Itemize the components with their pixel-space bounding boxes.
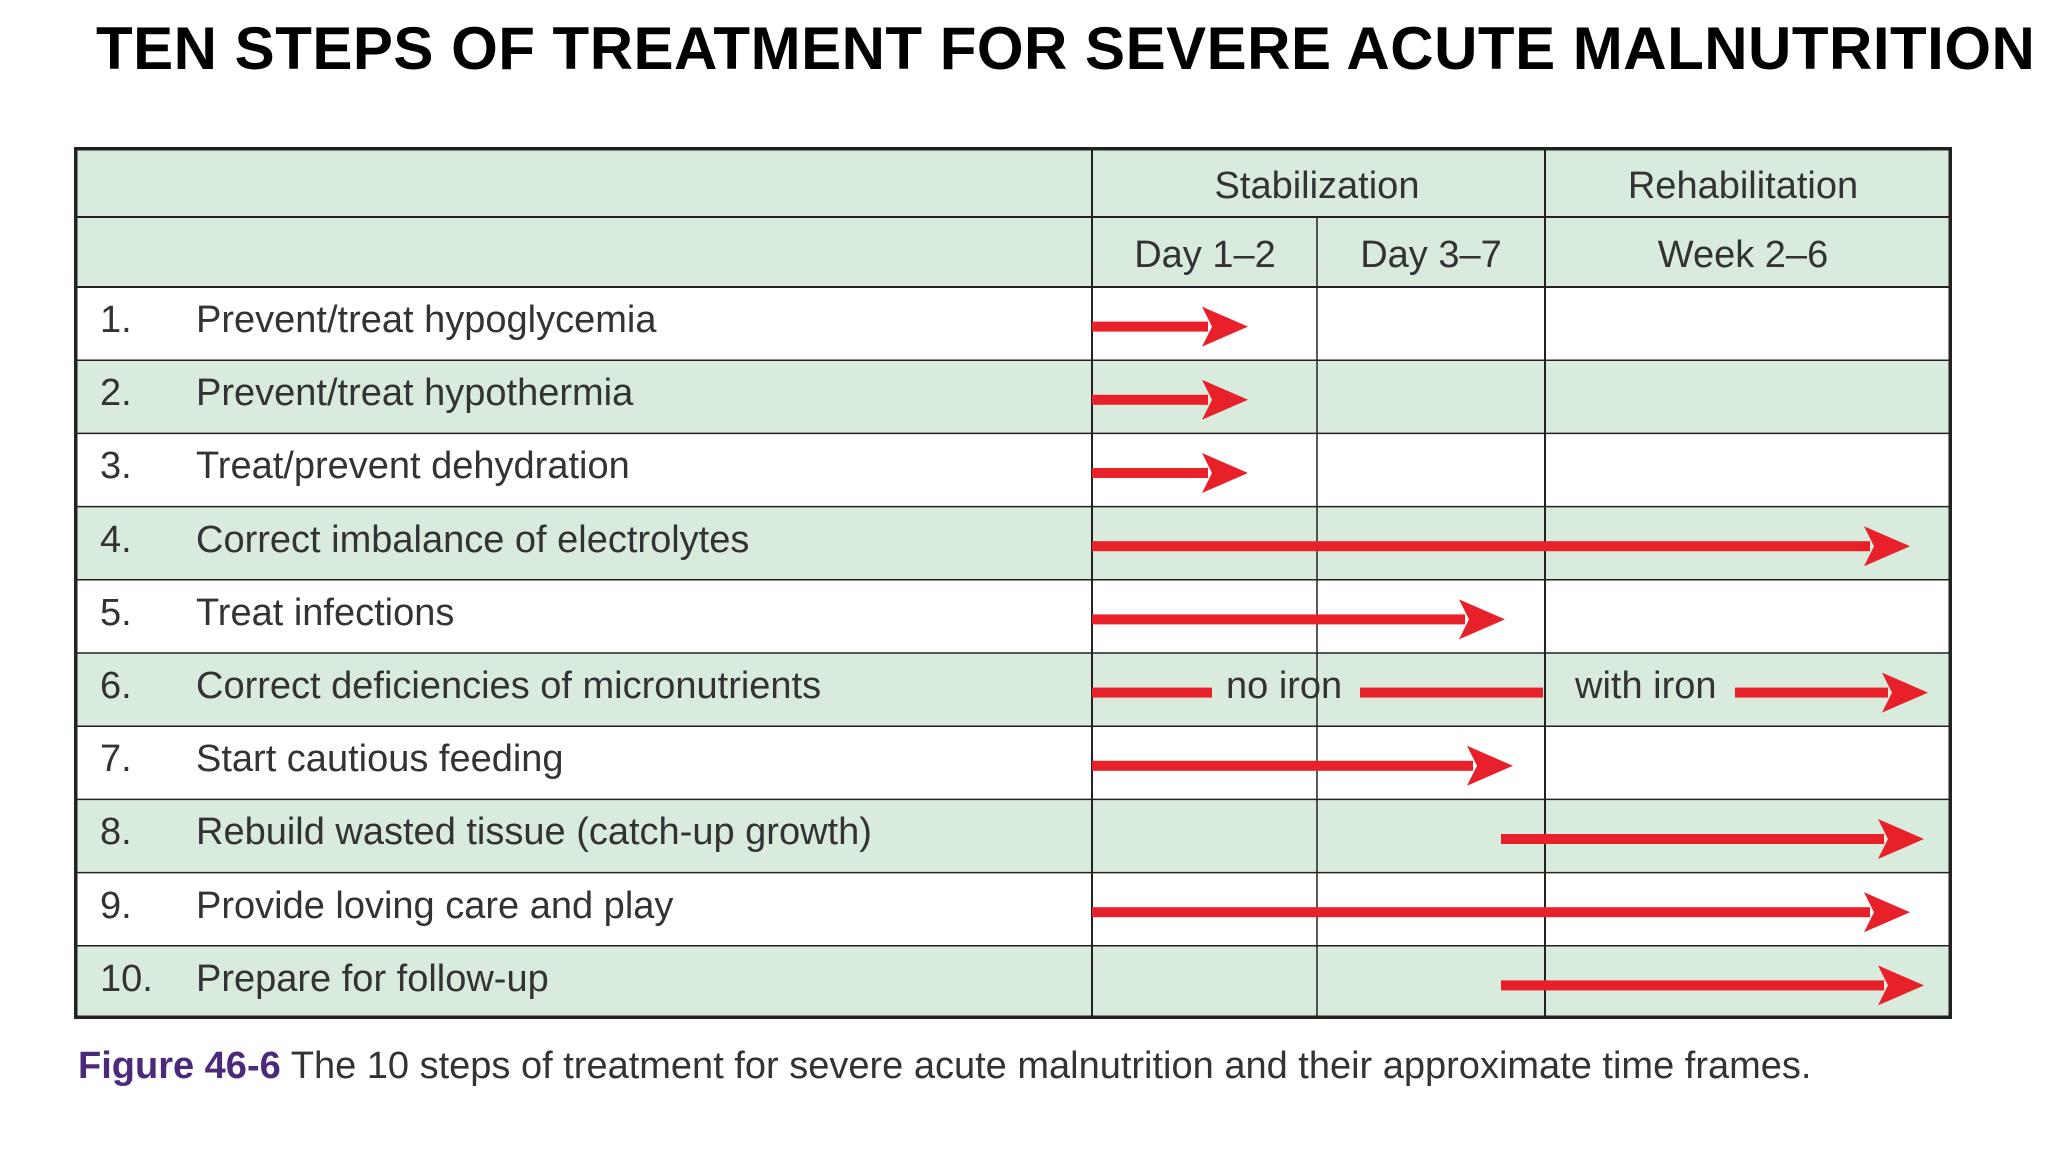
step-number: 7. — [100, 738, 132, 781]
header-week-2-6: Week 2–6 — [1657, 234, 1829, 276]
step-number: 1. — [100, 299, 132, 341]
arrow-shaft — [1092, 468, 1208, 478]
step-number: 10. — [100, 957, 153, 1000]
arrow-shaft — [1360, 688, 1543, 698]
arrow-shaft — [1735, 688, 1888, 698]
step-number: 2. — [100, 372, 132, 415]
arrow-shaft — [1092, 395, 1208, 405]
step-label: Treat infections — [196, 591, 455, 634]
step-number: 8. — [100, 811, 132, 854]
header-rehabilitation: Rehabilitation — [1627, 165, 1859, 207]
arrow-shaft — [1092, 907, 1870, 917]
arrow-shaft — [1092, 688, 1212, 698]
arrow-shaft — [1092, 614, 1465, 624]
header-day-3-7: Day 3–7 — [1360, 234, 1502, 276]
arrow-shaft — [1501, 834, 1884, 844]
step-number: 4. — [100, 518, 132, 561]
header-day-1-2: Day 1–2 — [1134, 234, 1276, 276]
arrow-shaft — [1092, 541, 1870, 551]
treatment-steps-figure — [74, 147, 1952, 1019]
step-label: Correct deficiencies of micronutrients — [196, 665, 822, 707]
with-iron-label: with iron — [1575, 665, 1717, 707]
step-label: Prevent/treat hypoglycemia — [196, 299, 657, 341]
step-label: Start cautious feeding — [196, 738, 564, 781]
arrow-shaft — [1501, 980, 1884, 990]
figure-caption — [78, 1045, 1811, 1088]
no-iron-label: no iron — [1226, 665, 1343, 707]
step-label: Rebuild wasted tissue (catch-up growth) — [196, 811, 872, 854]
arrow-shaft — [1092, 761, 1473, 771]
step-number: 3. — [100, 445, 132, 488]
figure-label: Figure 46-6 — [78, 1045, 281, 1087]
step-label: Provide loving care and play — [196, 884, 674, 927]
step-number: 5. — [100, 591, 132, 634]
caption-text: The 10 steps of treatment for severe acute malnutrition and their approximate time frames. — [290, 1045, 1812, 1087]
step-number: 6. — [100, 665, 132, 707]
arrow-shaft — [1092, 322, 1208, 332]
step-number: 9. — [100, 884, 132, 927]
step-label: Prepare for follow-up — [196, 957, 549, 1000]
step-label: Treat/prevent dehydration — [196, 445, 630, 488]
header-stabilization: Stabilization — [1214, 165, 1420, 207]
step-label: Prevent/treat hypothermia — [196, 372, 634, 415]
page-title: TEN STEPS OF TREATMENT FOR SEVERE ACUTE MALNUTRITION — [96, 15, 2036, 82]
step-label: Correct imbalance of electrolytes — [196, 518, 750, 561]
